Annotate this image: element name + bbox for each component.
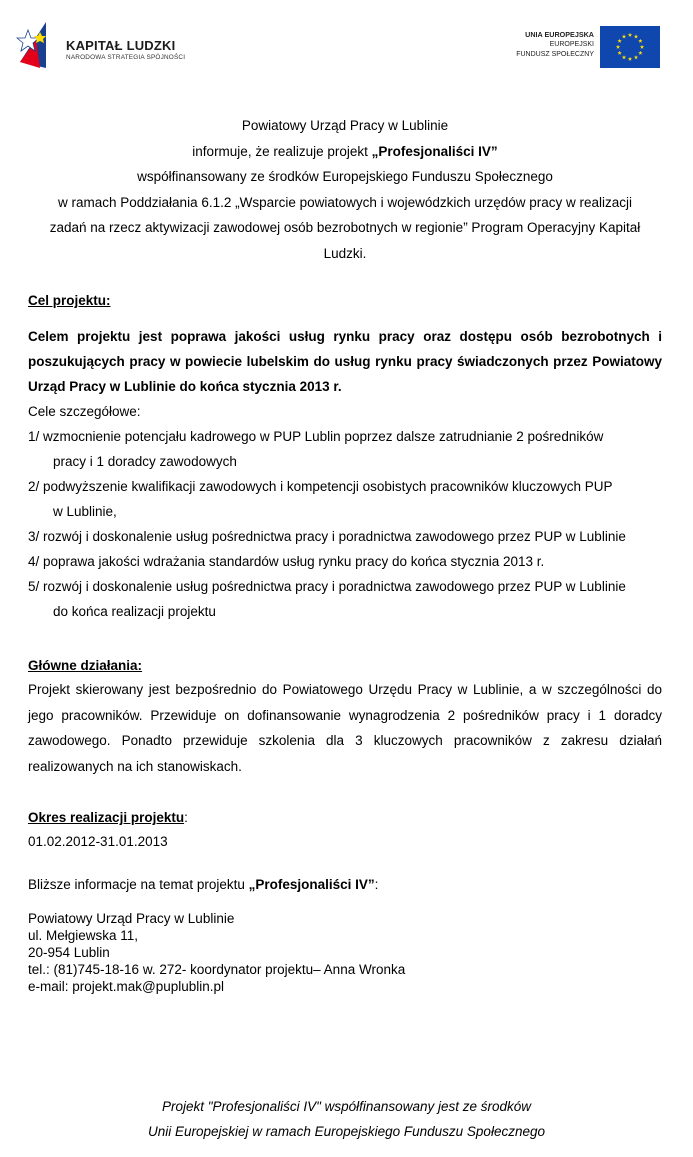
- eu-logo-line3: FUNDUSZ SPOŁECZNY: [516, 51, 594, 58]
- more-info: [28, 874, 662, 896]
- goal-item: 3/ rozwój i doskonalenie usług pośrednictwa pracy i poradnictwa zawodowego przez PUP w Lublinie: [28, 529, 626, 544]
- actions-heading: Główne działania:: [28, 658, 143, 673]
- goal-item: 4/ poprawa jakości wdrażania standardów usług rynku pracy do końca stycznia 2013 r.: [28, 554, 545, 569]
- header-line-2: [28, 139, 662, 165]
- header-line-4: w ramach Poddziałania 6.1.2 „Wsparcie powiatowych i wojewódzkich urzędów pracy w realizacji: [58, 194, 632, 210]
- kapital-ludzki-logo: [16, 14, 194, 76]
- detailed-goals-list: [28, 424, 662, 624]
- logo-subtitle: NARODOWA STRATEGIA SPÓJNOŚCI: [66, 54, 186, 61]
- contact-phone: tel.: (81)745-18-16 w. 272- koordynator projektu– Anna Wronka: [28, 962, 406, 977]
- goal-item: 1/ wzmocnienie potencjału kadrowego w PUP Lublin poprzez dalsze zatrudnianie 2 pośredników: [28, 429, 604, 444]
- eu-star-icon: [638, 39, 642, 43]
- footer: [0, 1094, 693, 1144]
- contact-block: [28, 910, 662, 995]
- footer-line-2: Unii Europejskiej w ramach Europejskiego Funduszu Społecznego: [148, 1124, 545, 1139]
- goal-heading: Cel projektu:: [28, 293, 111, 308]
- contact-street: ul. Mełgiewska 11,: [28, 928, 139, 943]
- eu-star-icon: [628, 57, 632, 61]
- period-section: [28, 807, 662, 855]
- eu-star-icon: [634, 34, 638, 38]
- eu-star-icon: [622, 55, 626, 59]
- header-line-6: Ludzki.: [323, 245, 367, 261]
- goal-section: [28, 290, 662, 624]
- eu-flag-icon: [600, 26, 660, 68]
- eu-logo: [500, 26, 660, 72]
- project-name: „Profesjonaliści IV”: [371, 143, 498, 159]
- eu-star-icon: [617, 51, 621, 55]
- eu-star-icon: [617, 39, 621, 43]
- more-info-line: [28, 874, 662, 896]
- actions-section: [28, 655, 662, 779]
- goal-item: 2/ podwyższenie kwalifikacji zawodowych i kompetencji osobistych pracowników kluczowych PUP: [28, 479, 613, 494]
- more-info-text: Bliższe informacje na temat projektu: [28, 877, 249, 892]
- footer-line-1: Projekt "Profesjonaliści IV" współfinansowany jest ze środków: [162, 1099, 531, 1114]
- kapital-ludzki-emblem-icon: [16, 16, 50, 74]
- more-info-project: „Profesjonaliści IV”: [248, 877, 375, 892]
- more-info-colon: :: [374, 877, 379, 892]
- eu-logo-line1: UNIA EUROPEJSKA: [525, 30, 594, 39]
- detailed-goals-label: Cele szczegółowe:: [28, 404, 141, 419]
- eu-logo-text: [516, 30, 594, 60]
- actions-text: Projekt skierowany jest bezpośrednio do Powiatowego Urzędu Pracy w Lublinie, a w szczególności do jego pracowników. Przewiduje on dofinansowanie wynagrodzenia 2 pośredników pracy i 1 doradcy zawodowego. Ponadto przewiduje szkolenia dla 3 kluczowych pracowników z zakresu działań realizowanych na ich stanowiskach.: [28, 682, 662, 774]
- eu-star-icon: [622, 34, 626, 38]
- goal-item: 5/ rozwój i doskonalenie usług pośrednictwa pracy i poradnictwa zawodowego przez PUP w Lublinie: [28, 579, 626, 594]
- contact-city: 20-954 Lublin: [28, 945, 110, 960]
- period-value: 01.02.2012-31.01.2013: [28, 834, 168, 849]
- goal-main: Celem projektu jest poprawa jakości usług rynku pracy oraz dostępu osób bezrobotnych i poszukujących pracy w powiecie lubelskim do usług rynku pracy świadczonych przez Powiatowy Urząd Pracy w Lublinie do końca stycznia 2013 r.: [28, 329, 662, 394]
- header-line-2-text: informuje, że realizuje projekt: [192, 143, 372, 159]
- eu-star-icon: [616, 45, 620, 49]
- header-line-1: Powiatowy Urząd Pracy w Lublinie: [241, 118, 449, 133]
- period-colon: :: [184, 810, 188, 825]
- contact-office: Powiatowy Urząd Pracy w Lublinie: [28, 911, 235, 926]
- contact-email: e-mail: projekt.mak@puplublin.pl: [28, 979, 225, 994]
- goal-item-continuation: do końca realizacji projektu: [53, 604, 216, 619]
- logo-title: KAPITAŁ LUDZKI: [66, 38, 176, 53]
- header-line-5: zadań na rzecz aktywizacji zawodowej osób bezrobotnych w regionie” Program Operacyjny Kapitał: [49, 220, 641, 235]
- goal-item-continuation: w Lublinie,: [53, 504, 117, 519]
- eu-star-icon: [634, 55, 638, 59]
- eu-star-icon: [638, 51, 642, 55]
- goal-item-continuation: pracy i 1 doradcy zawodowych: [53, 454, 237, 469]
- eu-star-icon: [628, 33, 632, 37]
- eu-logo-line2: EUROPEJSKI: [549, 41, 594, 48]
- eu-star-icon: [640, 45, 644, 49]
- period-heading: Okres realizacji projektu: [28, 810, 185, 825]
- period-heading-line: [28, 807, 662, 829]
- header-line-3: współfinansowany ze środków Europejskiego Funduszu Społecznego: [137, 169, 553, 184]
- header-block: [28, 113, 662, 266]
